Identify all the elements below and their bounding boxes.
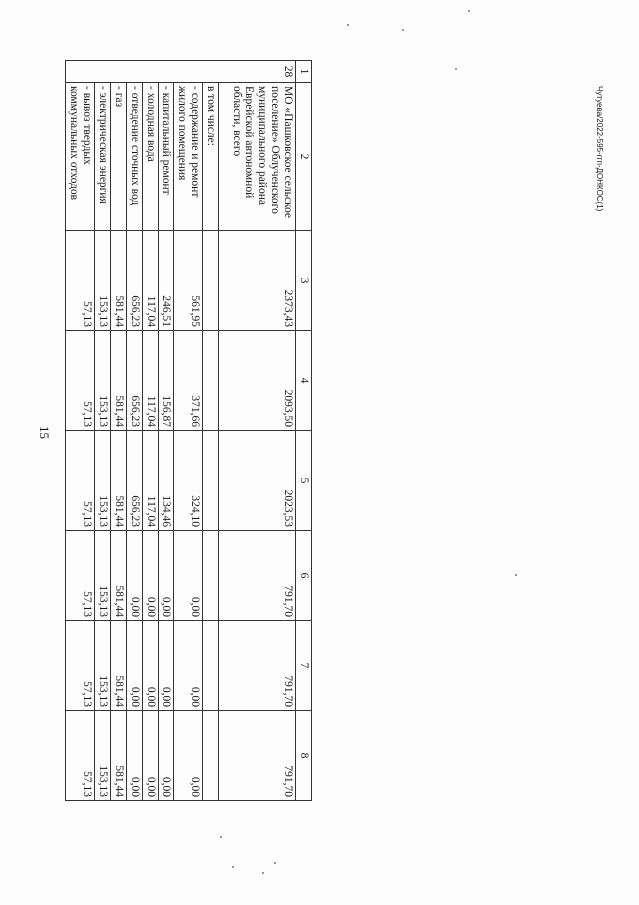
row-label: - содержание и ремонт жилого помещения — [174, 83, 203, 231]
column-header: 5 — [296, 431, 312, 531]
column-header: 2 — [296, 83, 312, 231]
table-row — [158, 61, 174, 801]
table-cell — [203, 621, 219, 711]
table-cell: 2093,50 — [219, 331, 296, 431]
row-label: МО «Пашковское сельское поселение» Облученского муниципального района Еврейской автономной области, всего — [219, 83, 296, 231]
table-cell: 581,44 — [111, 531, 127, 621]
table-cell: 0,00 — [126, 711, 142, 801]
table-cell: 0,00 — [142, 531, 158, 621]
page-number: 15 — [37, 426, 52, 439]
table-cell: 153,13 — [95, 711, 111, 801]
table-cell: 153,13 — [95, 231, 111, 331]
table-cell: 791,70 — [219, 621, 296, 711]
side-note: Чутуева/2022-595-ггп-ДОНКОС(1) — [595, 86, 604, 212]
table-cell: 153,13 — [95, 331, 111, 431]
scan-speck — [515, 574, 517, 576]
row-label: - холодная вода — [142, 83, 158, 231]
column-header: 4 — [296, 331, 312, 431]
table-cell: 791,70 — [219, 711, 296, 801]
scan-speck — [468, 10, 470, 12]
header-row — [296, 61, 312, 801]
row-label: в том числе: — [203, 83, 219, 231]
table-cell: 57,13 — [66, 431, 95, 531]
table-cell: 246,51 — [158, 231, 174, 331]
table-cell: 0,00 — [174, 711, 203, 801]
table-cell — [203, 431, 219, 531]
column-header: 8 — [296, 711, 312, 801]
table-cell: 117,04 — [142, 431, 158, 531]
table-cell: 0,00 — [126, 621, 142, 711]
table-cell: 656,23 — [126, 331, 142, 431]
table-cell: 2373,43 — [219, 231, 296, 331]
table-cell: 371,66 — [174, 331, 203, 431]
row-label: - капитальный ремонт — [158, 83, 174, 231]
table-row — [142, 61, 158, 801]
table-row — [111, 61, 127, 801]
table-row — [174, 61, 203, 801]
table-cell: 581,44 — [111, 331, 127, 431]
row-index: 28 — [66, 61, 296, 83]
table-cell: 156,87 — [158, 331, 174, 431]
table-cell: 57,13 — [66, 711, 95, 801]
scan-speck — [232, 866, 234, 868]
table-cell: 0,00 — [158, 621, 174, 711]
table-cell: 57,13 — [66, 231, 95, 331]
table-cell: 581,44 — [111, 231, 127, 331]
row-label: - газ — [111, 83, 127, 231]
scan-speck — [402, 29, 404, 31]
table-cell — [203, 331, 219, 431]
table-cell: 581,44 — [111, 621, 127, 711]
scan-speck — [274, 862, 276, 864]
table-cell: 2023,53 — [219, 431, 296, 531]
row-label: - вывоз твердых коммунальных отходов — [66, 83, 95, 231]
column-header: 1 — [296, 61, 312, 83]
table-cell: 561,95 — [174, 231, 203, 331]
row-label: - электрическая энергия — [95, 83, 111, 231]
table-cell: 134,46 — [158, 431, 174, 531]
table-cell: 0,00 — [158, 531, 174, 621]
scan-speck — [220, 836, 222, 838]
table-row — [219, 61, 296, 801]
table-cell — [203, 531, 219, 621]
table-cell: 0,00 — [126, 531, 142, 621]
table-cell: 0,00 — [174, 621, 203, 711]
table-row — [126, 61, 142, 801]
table-cell: 581,44 — [111, 711, 127, 801]
table-cell: 57,13 — [66, 531, 95, 621]
table-cell: 57,13 — [66, 331, 95, 431]
column-header: 7 — [296, 621, 312, 711]
table-row — [95, 61, 111, 801]
tariff-table — [65, 60, 312, 801]
table-cell: 153,13 — [95, 621, 111, 711]
table-row — [203, 61, 219, 801]
scan-speck — [455, 68, 457, 70]
row-label: - отведение сточных вод — [126, 83, 142, 231]
table-cell: 656,23 — [126, 431, 142, 531]
table-cell: 57,13 — [66, 621, 95, 711]
table-cell: 0,00 — [142, 711, 158, 801]
table-cell — [203, 711, 219, 801]
table-cell — [203, 231, 219, 331]
column-header: 3 — [296, 231, 312, 331]
table-cell: 656,23 — [126, 231, 142, 331]
table-cell: 0,00 — [142, 621, 158, 711]
table-cell: 153,13 — [95, 531, 111, 621]
table-cell: 0,00 — [158, 711, 174, 801]
table-cell: 324,10 — [174, 431, 203, 531]
column-header: 6 — [296, 531, 312, 621]
scan-speck — [262, 872, 264, 874]
table-cell: 0,00 — [174, 531, 203, 621]
table-cell: 117,04 — [142, 231, 158, 331]
table-row — [66, 61, 95, 801]
table-cell: 117,04 — [142, 331, 158, 431]
table-container — [68, 60, 312, 800]
table-cell: 791,70 — [219, 531, 296, 621]
table-cell: 581,44 — [111, 431, 127, 531]
scan-speck — [347, 24, 349, 26]
table-cell: 153,13 — [95, 431, 111, 531]
